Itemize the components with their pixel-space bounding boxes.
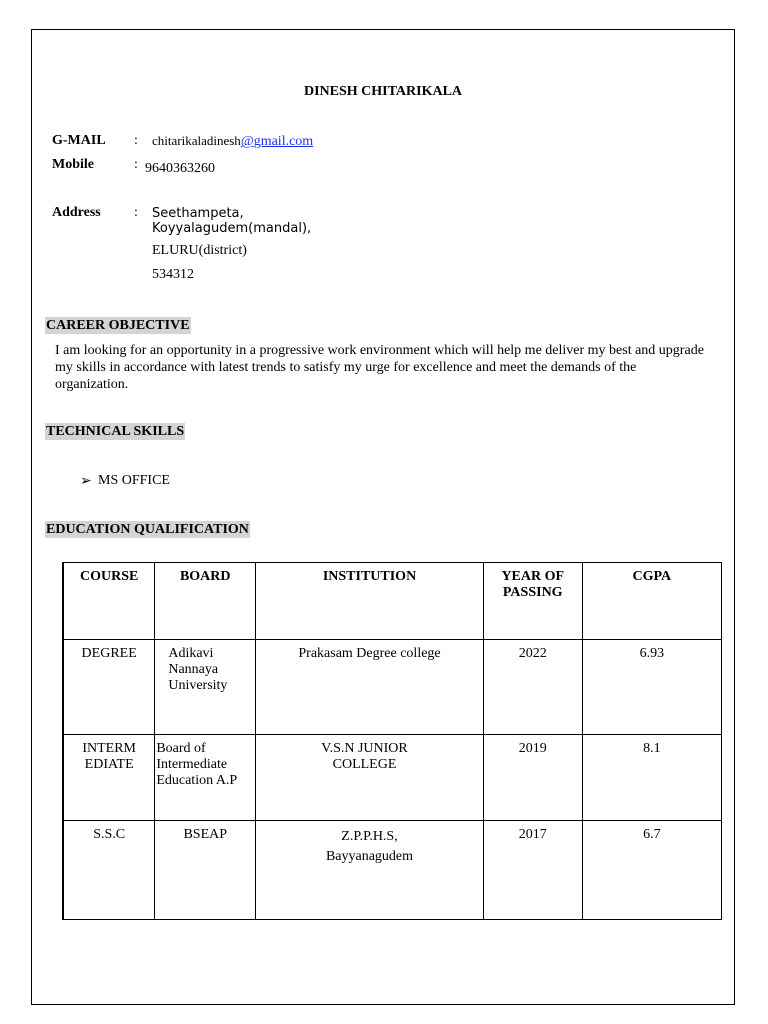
column-header: BOARD: [155, 563, 256, 640]
address-line-4: 534312: [152, 267, 194, 282]
gmail-value: [152, 133, 313, 150]
cell-board: BSEAP: [155, 821, 256, 920]
cell-course: INTERM EDIATE: [63, 735, 155, 821]
column-header: YEAR OF PASSING: [483, 563, 582, 640]
table-row: [63, 735, 722, 821]
address-line-3: ELURU(district): [152, 243, 247, 258]
table-row: [63, 640, 722, 735]
column-header: COURSE: [63, 563, 155, 640]
education-table: [62, 562, 722, 920]
education-heading: EDUCATION QUALIFICATION: [46, 522, 249, 537]
skill-bullet-icon: ➢: [80, 474, 92, 489]
cell-institution: Prakasam Degree college: [256, 640, 484, 735]
column-header: CGPA: [582, 563, 721, 640]
address-label: Address: [52, 205, 101, 220]
cell-cgpa: 8.1: [582, 735, 721, 821]
cell-cgpa: 6.7: [582, 821, 721, 920]
column-header: INSTITUTION: [256, 563, 484, 640]
cell-cgpa: 6.93: [582, 640, 721, 735]
cell-institution: V.S.N JUNIOR COLLEGE: [256, 735, 484, 821]
gmail-user: chitarikaladinesh: [152, 133, 241, 148]
gmail-label: G-MAIL: [52, 133, 106, 148]
table-header-row: [63, 563, 722, 640]
resume-page: [31, 29, 735, 1005]
address-line-2: Koyyalagudem(mandal),: [152, 221, 312, 236]
career-objective-heading: CAREER OBJECTIVE: [46, 318, 190, 333]
cell-board: Adikavi Nannaya University: [155, 640, 256, 735]
table-row: [63, 821, 722, 920]
cell-course: S.S.C: [63, 821, 155, 920]
mobile-value: 9640363260: [145, 161, 215, 176]
career-objective-text: I am looking for an opportunity in a progressive work environment which will help me deliver my best and upgrade my skills in accordance with latest trends to satisfy my urge for excellence and meet the demands of the organization.: [55, 343, 704, 392]
skill-item: MS OFFICE: [98, 473, 170, 488]
candidate-name: DINESH CHITARIKALA: [303, 84, 463, 99]
mobile-label: Mobile: [52, 157, 94, 172]
gmail-link[interactable]: @gmail.com: [240, 134, 314, 149]
address-separator: :: [134, 205, 138, 220]
cell-year: 2019: [483, 735, 582, 821]
cell-course: DEGREE: [63, 640, 155, 735]
mobile-separator: :: [134, 157, 138, 172]
gmail-separator: :: [134, 133, 138, 148]
cell-year: 2022: [483, 640, 582, 735]
address-line-1: Seethampeta,: [152, 206, 244, 221]
technical-skills-heading: TECHNICAL SKILLS: [46, 424, 185, 439]
cell-institution: Z.P.P.H.S, Bayyanagudem: [256, 821, 484, 920]
cell-board: Board of Intermediate Education A.P: [155, 735, 256, 821]
cell-year: 2017: [483, 821, 582, 920]
